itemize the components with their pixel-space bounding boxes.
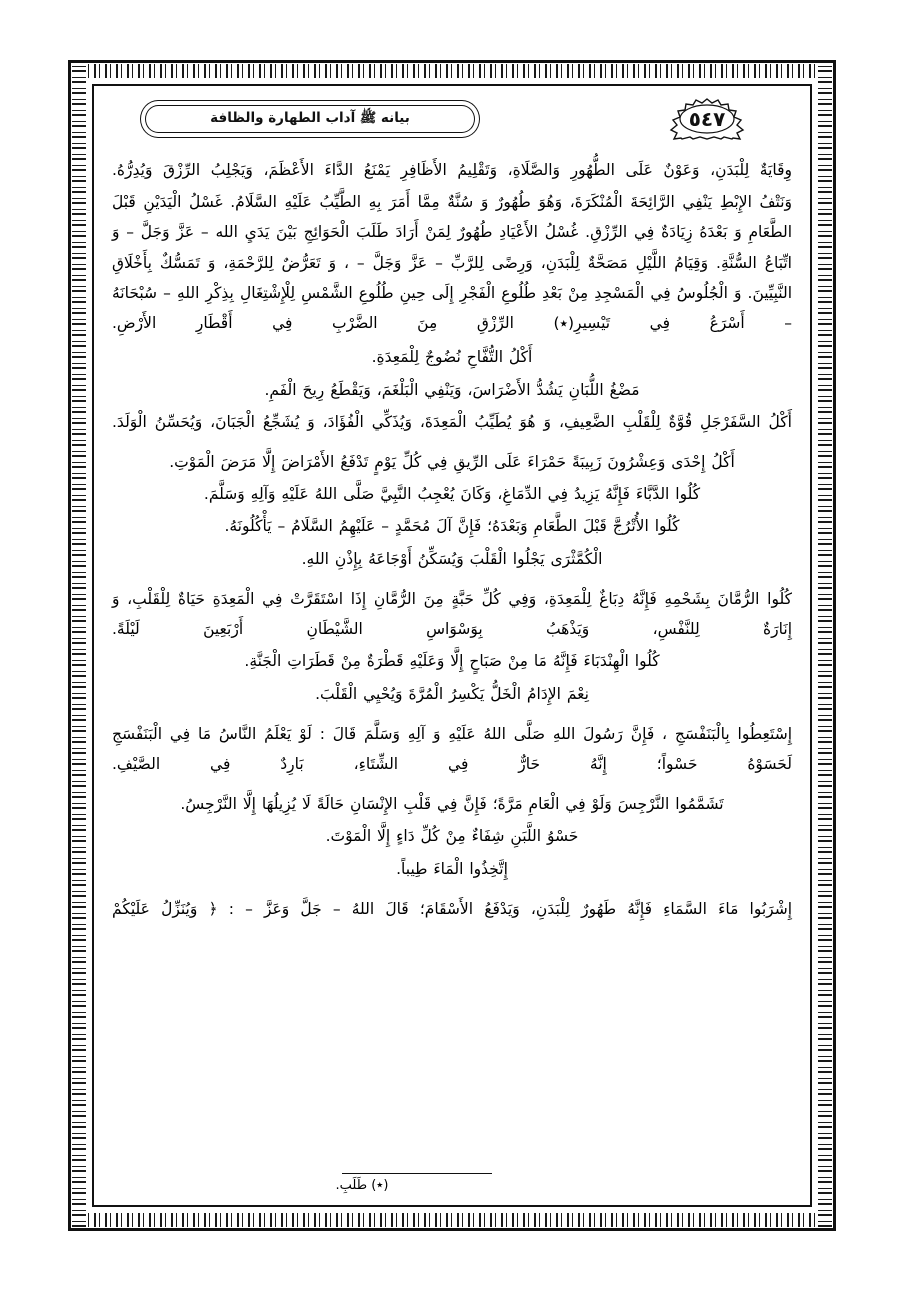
paragraph: كُلُوا الْهِنْدَبَاءَ فَإِنَّهُ مَا مِنْ صَبَاحٍ إِلَّا وَعَلَيْهِ قَطْرَةٌ مِنْ قَطَرَاتِ الْجَنَّةِ. (244, 652, 660, 671)
paragraph: إِشْرَبُوا مَاءَ السَّمَاءِ فَإِنَّهُ طَهُورٌ لِلْبَدَنِ، وَيَدْفَعُ الأَسْقَامَ؛ قَالَ اللهُ – جَلَّ وَعَزَّ – : ﴿ وَيُنَزِّلُ عَلَيْكُمْ (112, 899, 792, 918)
paragraph: وَنَتْفُ الإِبْطِ يَنْفِي الرَّائِحَةَ الْمُنْكَرَةَ، وَهُوَ طُهُورٌ وَ سُنَّةٌ مِمَّا أَمَرَ بِهِ الطَّيِّبُ عَلَيْهِ السَّلَامُ. غَسْلُ الْيَدَيْنِ قَبْلَ الطَّعَامِ وَ بَعْدَهُ زِيَادَةٌ فِي الرِّزْقِ. غُسْلُ الأَعْيَادِ طُهُورٌ لِمَنْ أَرَادَ طَلَبَ الْحَوَائِجِ بَيْنَ يَدَيِ الله – عَزَّ وَجَلَّ – وَ اتِّبَاعُ السُّنَّةِ. وَقِيَامُ اللَّيْلِ مَصَحَّةٌ لِلْبَدَنِ، وَرِضًى لِلرَّبِّ – عَزَّ وَجَلَّ – ، وَ تَعَرُّضٌ لِلرَّحْمَةِ، وَ تَمَسُّكٌ بِأَخْلَاقِ النَّبِيِّينَ. وَ الْجُلُوسُ فِي الْمَسْجِدِ مِنْ بَعْدِ طُلُوعِ الْفَجْرِ إِلَى حِينِ طُلُوعِ الشَّمْسِ لِلْإِشْتِغَالِ بِذِكْرِ اللهِ – سُبْحَانَهُ – أَسْرَعُ فِي تَيْسِيرِ(٭) الرِّزْقِ مِنَ الضَّرْبِ فِي أَقْطَارِ الأَرْضِ. (112, 193, 792, 333)
page-number-badge (668, 98, 746, 140)
paragraph: نِعْمَ الإِدَامُ الْخَلُّ يَكْسِرُ الْمُرَّةَ وَيُحْيِي الْقَلْبَ. (315, 684, 589, 703)
ornament-band-bottom (72, 1213, 832, 1227)
page-number: ٥٤٧ (688, 107, 726, 131)
footnote-text: (٭) طَلَبِ. (335, 1178, 389, 1193)
header-title: بيانه ﷺ آداب الطهارة والظافة (210, 110, 410, 126)
paragraph: إِتَّخِذُوا الْمَاءَ طِيباً. (396, 859, 508, 878)
paragraph: أَكْلُ السَّفَرْجَلِ قُوَّةٌ لِلْقَلْبِ الضَّعِيفِ، وَ هُوَ يُطَيِّبُ الْمَعِدَةَ، وَيُذَكِّي الْفُؤَادَ، وَ يُشَجِّعُ الْجَبَانَ، وَيُحَسِّنُ الْوَلَدَ. (112, 412, 792, 431)
ornament-band-left (72, 64, 86, 1227)
ornament-band-right (818, 64, 832, 1227)
paragraph: كُلُوا الرُّمَّانَ بِشَحْمِهِ فَإِنَّهُ دِبَاغٌ لِلْمَعِدَةِ، وَفِي كُلِّ حَبَّةٍ مِنَ الرُّمَّانِ إِذَا اسْتَقَرَّتْ فِي الْمَعِدَةِ حَيَاةٌ لِلْقَلْبِ، وَ إِنَارَةٌ لِلنَّفْسِ، وَيَذْهَبُ بِوَسْوَاسِ الشَّيْطَانِ أَرْبَعِينَ لَيْلَةً. (112, 589, 792, 639)
paragraph: وِقَايَةٌ لِلْبَدَنِ، وَعَوْنٌ عَلَى الطُّهُورِ وَالصَّلَاةِ، وَتَقْلِيمُ الأَظَافِرِ يَمْنَعُ الدَّاءَ الأَعْظَمَ، وَيَجْلِبُ الرِّزْقَ وَيُدِرُّهُ. (112, 161, 792, 179)
ornament-band-top (72, 64, 832, 78)
paragraph: كُلُوا الأُتْرُجَّ قَبْلَ الطَّعَامِ وَبَعْدَهُ؛ فَإِنَّ آلَ مُحَمَّدٍ – عَلَيْهِمُ السَّلَامُ – يَأْكُلُونَهُ. (224, 517, 680, 536)
paragraph: كُلُوا الدَّبَّاءَ فَإِنَّهُ يَزِيدُ فِي الدِّمَاغِ، وَكَانَ يُعْجِبُ النَّبِيَّ صَلَّى اللهُ عَلَيْهِ وَآلِهِ وَسَلَّمَ. (203, 485, 701, 504)
paragraph: الْكُمَّثْرَى يَجْلُوا الْقَلْبَ وَيُسَكِّنُ أَوْجَاعَهُ بِإِذْنِ اللهِ. (301, 549, 603, 568)
header-title-cartouche (140, 100, 480, 138)
body-text (112, 155, 792, 1163)
paragraph: حَسْوُ اللَّبَنِ شِفَاءٌ مِنْ كُلِّ دَاءٍ إِلَّا الْمَوْتَ. (325, 827, 579, 846)
paragraph: أَكْلُ التُّفَّاحِ نُضُوجٌ لِلْمَعِدَةِ. (371, 348, 533, 367)
paragraph: أَكْلُ إِحْدَى وَعِشْرُونَ زَبِيبَةً حَمْرَاءَ عَلَى الرِّيقِ فِي كُلِّ يَوْمٍ تَدْفَعُ الأَمْرَاضَ إِلَّا مَرَضَ الْمَوْتِ. (169, 452, 735, 471)
paragraph: مَضْغُ اللُّبَانِ يَشُدُّ الأَضْرَاسَ، وَيَنْفِي الْبَلْغَمَ، وَيَقْطَعُ رِيحَ الْفَمِ. (264, 380, 640, 399)
page-header (110, 98, 794, 144)
footnote-divider (342, 1173, 492, 1174)
paragraph: إِسْتَعِطُوا بِالْبَنَفْسَجِ ، فَإِنَّ رَسُولَ اللهِ صَلَّى اللهُ عَلَيْهِ وَ آلِهِ وَسَلَّمَ قَالَ : لَوْ يَعْلَمُ النَّاسُ مَا فِي الْبَنَفْسَجِ لَحَسَوْهُ حَسْواً؛ إِنَّهُ حَارٌّ فِي الشِّتَاءِ، بَارِدٌ فِي الصَّيْفِ. (112, 724, 792, 773)
footnote-area (112, 1173, 792, 1193)
paragraph: تَشَمَّمُوا النَّرْجِسَ وَلَوْ فِي الْعَامِ مَرَّةً؛ فَإِنَّ فِي قَلْبِ الإِنْسَانِ حَالَةً لَا يُزِيلُهَا إِلَّا النَّرْجِسُ. (180, 795, 724, 814)
